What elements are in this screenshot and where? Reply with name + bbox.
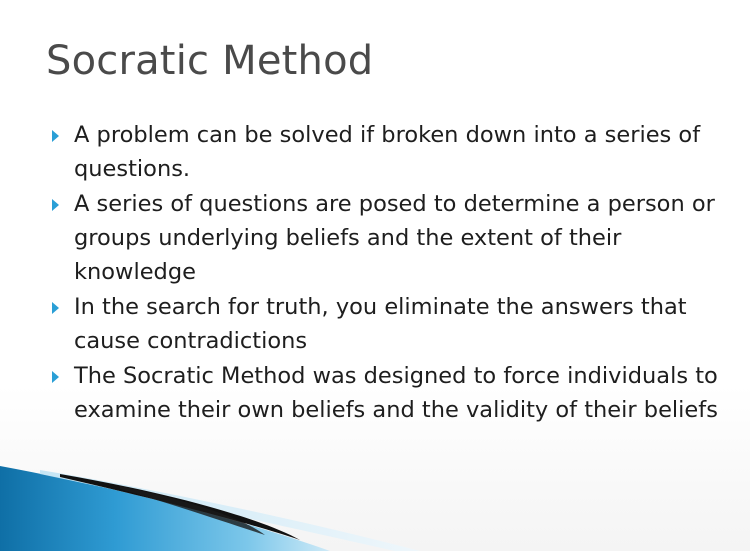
dark-swoosh (60, 474, 300, 540)
bullet-item (46, 290, 726, 358)
bullet-item (46, 118, 726, 186)
bullet-text: The Socratic Method was designed to force individuals to examine their own beliefs and the validity of their beliefs (74, 363, 718, 423)
slide-title: Socratic Method (46, 38, 374, 84)
bullet-arrow-icon (52, 199, 59, 211)
dark-swoosh-tail (120, 486, 265, 535)
bullet-list (46, 118, 726, 428)
blue-swoosh (0, 466, 330, 551)
bullet-arrow-icon (52, 371, 59, 383)
bullet-text: In the search for truth, you eliminate the answers that cause contradictions (74, 294, 687, 354)
light-swoosh (40, 470, 420, 551)
bullet-item (46, 187, 726, 289)
bullet-text: A problem can be solved if broken down into a series of questions. (74, 122, 701, 182)
bullet-item (46, 359, 726, 427)
bullet-arrow-icon (52, 302, 59, 314)
bullet-text: A series of questions are posed to determine a person or groups underlying beliefs and the extent of their knowledge (74, 191, 715, 285)
bullet-arrow-icon (52, 130, 59, 142)
